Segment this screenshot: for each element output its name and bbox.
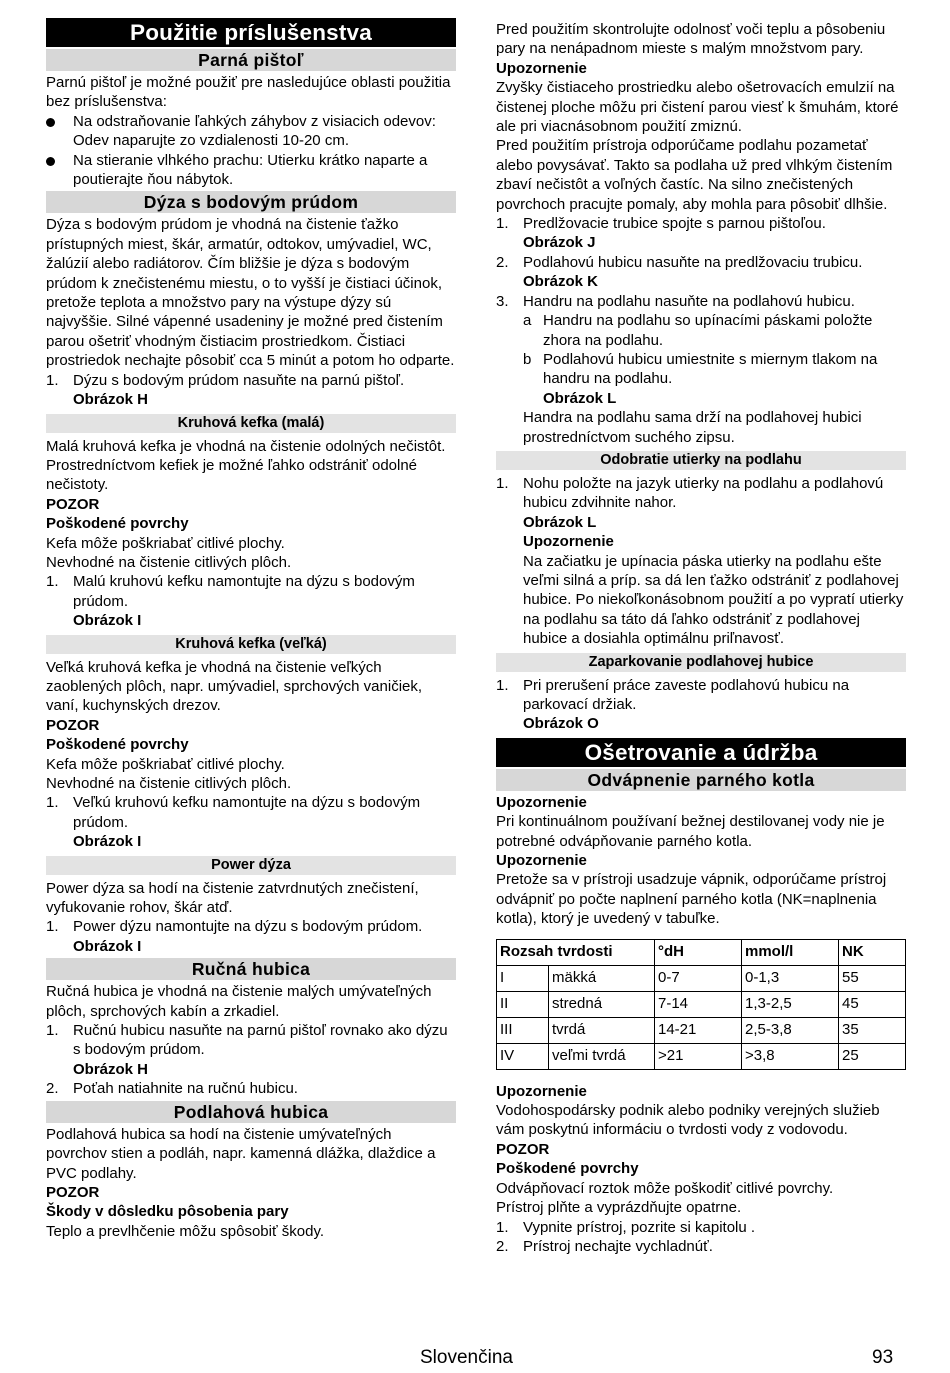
paragraph: Malá kruhová kefka je vhodná na čistenie odolných nečistôt. Prostredníctvom kefiek je možné ľahko odstrániť odolné nečistoty.: [46, 437, 446, 494]
warning-label: POZOR: [496, 1140, 550, 1158]
paragraph: Handra na podlahu sama drží na podlahovej hubici prostredníctvom suchého zipsu.: [523, 409, 862, 446]
step: 1. Veľkú kruhovú kefku namontujte na dýzu s bodovým prúdom.: [46, 794, 421, 831]
table-cell: III: [497, 1017, 549, 1043]
paragraph: Ručná hubica je vhodná na čistenie malých umývateľných plôch, sprchových kabín a zrkadiel.: [46, 983, 432, 1020]
table-cell: tvrdá: [549, 1017, 655, 1043]
warning-text: Nevhodné na čistenie citlivých plôch.: [46, 775, 292, 792]
table-cell: 14-21: [655, 1017, 742, 1043]
table-row: [497, 1017, 906, 1043]
table-header: mmol/l: [742, 939, 839, 965]
warning-text: Prístroj plňte a vyprázdňujte opatrne.: [496, 1199, 742, 1217]
left-column: [46, 18, 456, 1241]
table-row: [497, 1043, 906, 1069]
table-cell: 0-7: [655, 965, 742, 991]
figure-ref: Obrázok L: [523, 513, 597, 531]
table-cell: veľmi tvrdá: [549, 1043, 655, 1069]
note-label: Upozornenie: [496, 793, 587, 811]
table-cell: I: [497, 965, 549, 991]
step: 1. Power dýzu namontujte na dýzu s bodovým prúdom.: [46, 918, 423, 936]
warning-label: POZOR: [46, 716, 100, 734]
step: 1. Predlžovacie trubice spojte s parnou pištoľou.: [496, 215, 826, 233]
table-header-row: [497, 939, 906, 965]
warning-text: Kefa môže poškriabať citlivé plochy.: [46, 534, 285, 552]
heading-hand-nozzle: Ručná hubica: [46, 958, 456, 980]
heading-power-nozzle: Power dýza: [46, 856, 456, 875]
note-text: Na začiatku je upínacia páska utierky na podlahu ešte veľmi silná a príp. sa dá len ťažko odstrániť z podlahovej hubice. Po niekoľkonásobnom použití a po vypratí utierky na podlahu sa táto dá ľahko odstrániť z podlahovej hubice a dosiahla optimálnu priľnavosť.: [523, 552, 904, 648]
sub-step: b Podlahovú hubicu umiestnite s miernym tlakom na handru na podlahu.: [523, 350, 878, 388]
warning-title: Poškodené povrchy: [496, 1160, 639, 1178]
step: 2. Podlahovú hubicu nasuňte na predlžovaciu trubicu.: [496, 253, 863, 271]
note-text: Pri kontinuálnom používaní bežnej destilovanej vody nie je potrebné odvápňovanie parného kotla.: [496, 813, 885, 850]
hardness-table: [496, 939, 906, 1070]
table-header: NK: [839, 939, 906, 965]
figure-ref: Obrázok J: [523, 234, 596, 252]
paragraph: Dýza s bodovým prúdom je vhodná na čistenie ťažko prístupných miest, škár, armatúr, odtokov, umývadiel, WC, žalúzií alebo radiátorov. Čím bližšie je dýza s bodovým prúdom k znečistenému miestu, o to vyšší je čistiaci účinok, pretože teplota a množstvo pary na výstupe dýzy sú najvyššie. Silné vápenné usadeniny je možné pred čistením parou ošetriť vhodným čistiacim prostriedkom. Čistiaci prostriedok nechajte pôsobiť cca 5 minút a potom ho odparte.: [46, 216, 455, 370]
table-cell: IV: [497, 1043, 549, 1069]
warning-title: Poškodené povrchy: [46, 736, 189, 754]
step: 1. Ručnú hubicu nasuňte na parnú pištoľ rovnako ako dýzu s bodovým prúdom.: [46, 1022, 448, 1059]
step: 1. Malú kruhovú kefku namontujte na dýzu s bodovým prúdom.: [46, 573, 415, 610]
section-title: Použitie príslušenstva: [46, 18, 456, 47]
figure-ref: Obrázok H: [73, 1060, 149, 1078]
section-title: Ošetrovanie a údržba: [496, 738, 906, 767]
warning-text: Teplo a prevlhčenie môžu spôsobiť škody.: [46, 1222, 324, 1240]
paragraph: Veľká kruhová kefka je vhodná na čistenie veľkých zaoblených plôch, napr. umývadiel, sprchových vaničiek, vaní, kuchynských drezov.: [46, 658, 423, 715]
heading-descale: Odvápnenie parného kotla: [496, 769, 906, 791]
table-cell: stredná: [549, 991, 655, 1017]
bullet-item: Na stieranie vlhkého prachu: Utierku krátko naparte a poutierajte ňou nábytok.: [46, 151, 456, 190]
step: 1. Pri prerušení práce zaveste podlahovú hubicu na parkovací držiak.: [496, 676, 850, 713]
paragraph: Pred použitím prístroja odporúčame podlahu pozametať alebo povysávať. Takto sa podlaha už pred vlhkým čistením zbaví nečistôt a voľných častíc. Na silno znečistených povrchoch pracujte pomaly, aby mohla para pôsobiť dlhšie.: [496, 137, 893, 213]
step: 2. Prístroj nechajte vychladnúť.: [496, 1237, 713, 1255]
step: 1. Dýzu s bodovým prúdom nasuňte na parnú pištoľ.: [46, 371, 405, 389]
heading-park-nozzle: Zaparkovanie podlahovej hubice: [496, 653, 906, 672]
note-label: Upozornenie: [496, 1082, 587, 1100]
table-cell: 7-14: [655, 991, 742, 1017]
warning-text: Nevhodné na čistenie citlivých plôch.: [46, 553, 292, 571]
note-text: Vodohospodársky podnik alebo podniky verejných služieb vám poskytnú informáciu o tvrdosti vody z vodovodu.: [496, 1102, 880, 1139]
table-header: °dH: [655, 939, 742, 965]
step: 2. Poťah natiahnite na ručnú hubicu.: [46, 1080, 298, 1098]
warning-title: Škody v dôsledku pôsobenia pary: [46, 1203, 289, 1221]
paragraph: Pred použitím skontrolujte odolnosť voči teplu a pôsobeniu pary na nenápadnom mieste s malým množstvom pary.: [496, 21, 886, 58]
table-cell: 2,5-3,8: [742, 1017, 839, 1043]
table-cell: 0-1,3: [742, 965, 839, 991]
bullet-icon: [46, 118, 55, 127]
step: 3. Handru na podlahu nasuňte na podlahovú hubicu.: [496, 292, 855, 310]
table-cell: mäkká: [549, 965, 655, 991]
note-label: Upozornenie: [523, 533, 614, 551]
heading-floor-nozzle: Podlahová hubica: [46, 1101, 456, 1123]
step: 1. Vypnite prístroj, pozrite si kapitolu .: [496, 1218, 756, 1236]
figure-ref: Obrázok I: [73, 612, 142, 630]
figure-ref: Obrázok K: [523, 273, 599, 291]
right-column: [496, 20, 906, 1256]
figure-ref: Obrázok O: [523, 715, 599, 733]
heading-large-brush: Kruhová kefka (veľká): [46, 635, 456, 654]
paragraph: Podlahová hubica sa hodí na čistenie umývateľných povrchov stien a podláh, napr. kamenná dlážka, dlaždice a PVC podlahy.: [46, 1125, 436, 1182]
note-text: Pretože sa v prístroji usadzuje vápnik, odporúčame prístroj odvápniť po počte naplnení parného kotla (NK=naplnenia kotla), ktorý je uvedený v tabuľke.: [496, 871, 887, 928]
figure-ref: Obrázok L: [543, 389, 617, 407]
heading-small-brush: Kruhová kefka (malá): [46, 414, 456, 433]
table-cell: 35: [839, 1017, 906, 1043]
heading-steam-gun: Parná pištoľ: [46, 49, 456, 71]
heading-spot-nozzle: Dýza s bodovým prúdom: [46, 191, 456, 213]
table-row: [497, 991, 906, 1017]
step: 1. Nohu položte na jazyk utierky na podlahu a podlahovú hubicu zdvihnite nahor.: [496, 474, 884, 512]
page-number: 93: [872, 1347, 894, 1368]
warning-text: Odvápňovací roztok môže poškodiť citlivé povrchy.: [496, 1179, 834, 1197]
warning-text: Kefa môže poškriabať citlivé plochy.: [46, 755, 285, 773]
warning-title: Poškodené povrchy: [46, 515, 189, 533]
warning-label: POZOR: [46, 495, 100, 513]
figure-ref: Obrázok H: [73, 391, 149, 409]
paragraph: Zvyšky čistiaceho prostriedku alebo ošetrovacích emulzií na čistenej ploche môžu pri čistení parou viesť k šmuhám, ktoré ale pri viacnásobnom použití zmiznú.: [496, 79, 899, 136]
table-cell: >3,8: [742, 1043, 839, 1069]
sub-step: a Handru na podlahu so upínacími páskami položte zhora na podlahu.: [523, 312, 873, 349]
table-row: [497, 965, 906, 991]
table-cell: 55: [839, 965, 906, 991]
note-label: Upozornenie: [496, 59, 587, 77]
bullet-icon: [46, 157, 55, 166]
figure-ref: Obrázok I: [73, 833, 142, 851]
paragraph: Parnú pištoľ je možné použiť pre nasledujúce oblasti použitia bez príslušenstva:: [46, 74, 451, 111]
footer-language: Slovenčina: [420, 1347, 513, 1368]
table-cell: II: [497, 991, 549, 1017]
table-header: Rozsah tvrdosti: [497, 939, 655, 965]
table-cell: >21: [655, 1043, 742, 1069]
figure-ref: Obrázok I: [73, 937, 142, 955]
table-cell: 25: [839, 1043, 906, 1069]
warning-label: POZOR: [46, 1183, 100, 1201]
heading-remove-cloth: Odobratie utierky na podlahu: [496, 451, 906, 470]
note-label: Upozornenie: [496, 852, 587, 870]
table-cell: 45: [839, 991, 906, 1017]
bullet-item: Na odstraňovanie ľahkých záhybov z visiacich odevov: Odev naparujte zo vzdialenosti 10-20 cm.: [46, 112, 456, 151]
paragraph: Power dýza sa hodí na čistenie zatvrdnutých znečistení, vyfukovanie rohov, škár atď.: [46, 879, 419, 917]
table-cell: 1,3-2,5: [742, 991, 839, 1017]
